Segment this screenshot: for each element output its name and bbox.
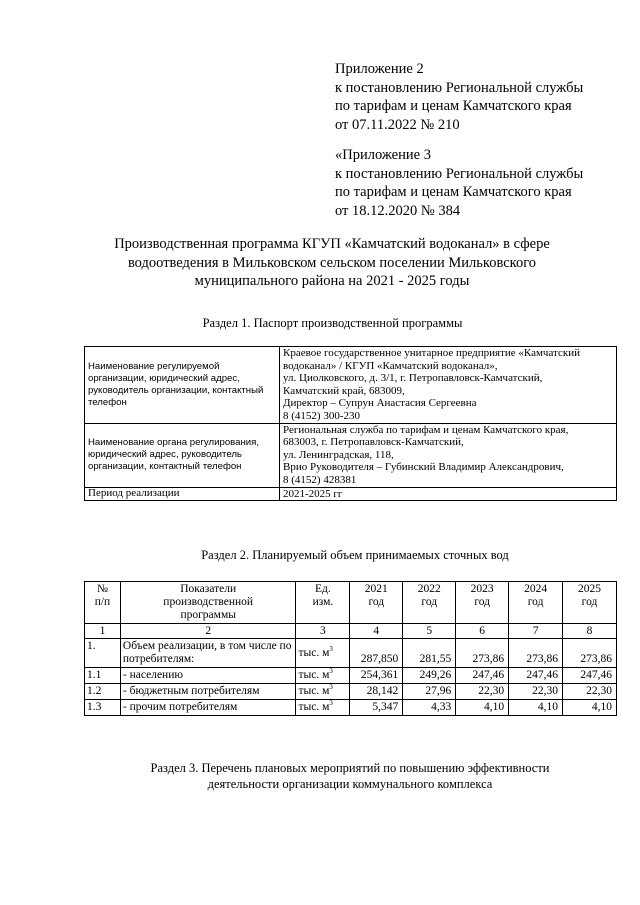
- row-value: 28,142: [350, 684, 403, 700]
- row-value: 247,46: [509, 668, 563, 684]
- value-line: ул. Ленинградская, 118,: [283, 448, 394, 461]
- header-year: [509, 582, 563, 624]
- header-num: [85, 582, 121, 624]
- value-line: 683003, г. Петропавловск-Камчатский,: [283, 436, 464, 449]
- header-text: изм.: [312, 596, 334, 608]
- section-1-heading: Раздел 1. Паспорт производственной программы: [202, 316, 463, 330]
- unit-text: тыс. м: [298, 685, 330, 697]
- table-row: [85, 668, 617, 684]
- row-value: 247,46: [563, 668, 617, 684]
- value-line: Врио Руководителя – Губинский Владимир Александрович,: [283, 461, 564, 474]
- row-value: 281,55: [403, 639, 456, 668]
- passport-label: Наименование органа регулирования, юридический адрес, руководитель организации, контактный телефон: [85, 423, 280, 487]
- title-line: водоотведения в Мильковском сельском поселении Мильковского: [127, 254, 537, 271]
- value-line: Краевое государственное унитарное предприятие «Камчатский: [283, 347, 580, 359]
- header-year: [350, 582, 403, 624]
- header-text: 2022: [417, 583, 441, 595]
- column-number: 2: [120, 624, 296, 639]
- table-row: [85, 639, 617, 668]
- heading-line: деятельности организации коммунального комплекса: [207, 777, 493, 791]
- column-number-row: [85, 624, 617, 639]
- title-line: Производственная программа КГУП «Камчатский водоканал» в сфере: [114, 236, 550, 252]
- annex-line: Приложение 2: [335, 61, 424, 77]
- column-number: 6: [456, 624, 509, 639]
- row-value: 22,30: [509, 684, 563, 700]
- title-line: муниципального района на 2021 - 2025 годы: [194, 273, 470, 289]
- row-value: 4,10: [456, 700, 509, 716]
- row-unit: [296, 684, 350, 700]
- header-text: Показатели: [180, 583, 237, 595]
- section-3-heading: [0, 760, 640, 792]
- header-year: [456, 582, 509, 624]
- header-text: 2023: [470, 583, 494, 595]
- row-value: 273,86: [456, 639, 509, 668]
- annex-line: к постановлению Региональной службы: [335, 165, 584, 182]
- passport-value: [280, 423, 617, 487]
- row-number: 1.2: [85, 684, 121, 700]
- row-number: 1.3: [85, 700, 121, 716]
- wastewater-volume-table: [84, 581, 617, 716]
- row-indicator: - населению: [120, 668, 296, 684]
- unit-sup: 3: [329, 667, 333, 676]
- annex-line: по тарифам и ценам Камчатского края: [335, 98, 572, 114]
- row-indicator: - прочим потребителям: [120, 700, 296, 716]
- header-text: год: [474, 596, 491, 608]
- unit-text: тыс. м: [298, 701, 330, 713]
- passport-table: [84, 346, 617, 501]
- header-text: 2024: [524, 583, 548, 595]
- header-text: 2025: [578, 583, 602, 595]
- row-value: 5,347: [350, 700, 403, 716]
- row-unit: [296, 668, 350, 684]
- table-row: [85, 700, 617, 716]
- header-text: №: [96, 583, 108, 595]
- value-line: Директор – Супрун Анастасия Сергеевна: [283, 397, 477, 410]
- row-value: 4,33: [403, 700, 456, 716]
- annex-line: к постановлению Региональной службы: [335, 79, 584, 96]
- annex-3-reference: [335, 146, 583, 220]
- row-indicator: Объем реализации, в том числе по потребителям:: [120, 639, 296, 668]
- row-value: 22,30: [563, 684, 617, 700]
- row-unit: [296, 639, 350, 668]
- value-line: Региональная служба по тарифам и ценам Камчатского края,: [283, 423, 569, 436]
- table-row: [85, 487, 617, 501]
- heading-line: Раздел 3. Перечень плановых мероприятий по повышению эффективности: [150, 761, 550, 775]
- unit-text: тыс. м: [298, 646, 330, 659]
- table-row: [85, 347, 617, 424]
- row-value: 4,10: [509, 700, 563, 716]
- annex-line: «Приложение 3: [335, 147, 431, 163]
- passport-label: Период реализации: [85, 487, 280, 501]
- annex-line: от 07.11.2022 № 210: [335, 116, 460, 133]
- header-text: Ед.: [315, 583, 331, 595]
- header-text: п/п: [94, 596, 111, 608]
- value-line: водоканал» / КГУП «Камчатский водоканал»,: [283, 359, 498, 372]
- unit-text: тыс. м: [298, 669, 330, 681]
- row-number: 1.: [85, 639, 121, 668]
- column-number: 1: [85, 624, 121, 639]
- unit-sup: 3: [329, 699, 333, 708]
- section-2-heading: Раздел 2. Планируемый объем принимаемых сточных вод: [201, 548, 509, 562]
- row-number: 1.1: [85, 668, 121, 684]
- column-number: 8: [563, 624, 617, 639]
- value-line: 8 (4152) 300-230: [283, 409, 360, 422]
- row-unit: [296, 700, 350, 716]
- row-value: 287,850: [350, 639, 403, 668]
- row-value: 249,26: [403, 668, 456, 684]
- row-value: 4,10: [563, 700, 617, 716]
- row-value: 27,96: [403, 684, 456, 700]
- row-value: 273,86: [509, 639, 563, 668]
- column-number: 3: [296, 624, 350, 639]
- column-number: 4: [350, 624, 403, 639]
- row-value: 247,46: [456, 668, 509, 684]
- column-number: 7: [509, 624, 563, 639]
- header-text: год: [527, 596, 544, 608]
- header-year: [403, 582, 456, 624]
- table-row: [85, 423, 617, 487]
- passport-value: [280, 487, 617, 501]
- table-header-row: [85, 582, 617, 624]
- header-text: программы: [180, 609, 236, 621]
- value-line: ул. Циолковского, д. 3/1, г. Петропавловск-Камчатский,: [283, 372, 543, 385]
- row-value: 254,361: [350, 668, 403, 684]
- header-text: 2021: [364, 583, 388, 595]
- document-title: [80, 235, 584, 291]
- header-unit: [296, 582, 350, 624]
- passport-value: [280, 347, 617, 424]
- row-value: 22,30: [456, 684, 509, 700]
- row-indicator: - бюджетным потребителям: [120, 684, 296, 700]
- passport-label: Наименование регулируемой организации, юридический адрес, руководитель организации, контактный телефон: [85, 347, 280, 424]
- column-number: 5: [403, 624, 456, 639]
- unit-sup: 3: [329, 644, 333, 653]
- annex-line: от 18.12.2020 № 384: [335, 202, 461, 219]
- value-line: 8 (4152) 428381: [283, 473, 357, 486]
- annex-line: по тарифам и ценам Камчатского края: [335, 184, 572, 200]
- header-text: год: [368, 596, 385, 608]
- table-row: [85, 684, 617, 700]
- unit-sup: 3: [329, 683, 333, 692]
- value-line: 2021-2025 гг: [283, 487, 343, 500]
- header-text: год: [581, 596, 598, 608]
- header-text: производственной: [163, 596, 254, 608]
- annex-2-reference: [335, 60, 583, 134]
- header-year: [563, 582, 617, 624]
- value-line: Камчатский край, 683009,: [283, 384, 405, 397]
- header-text: год: [421, 596, 438, 608]
- header-indicator: [120, 582, 296, 624]
- row-value: 273,86: [563, 639, 617, 668]
